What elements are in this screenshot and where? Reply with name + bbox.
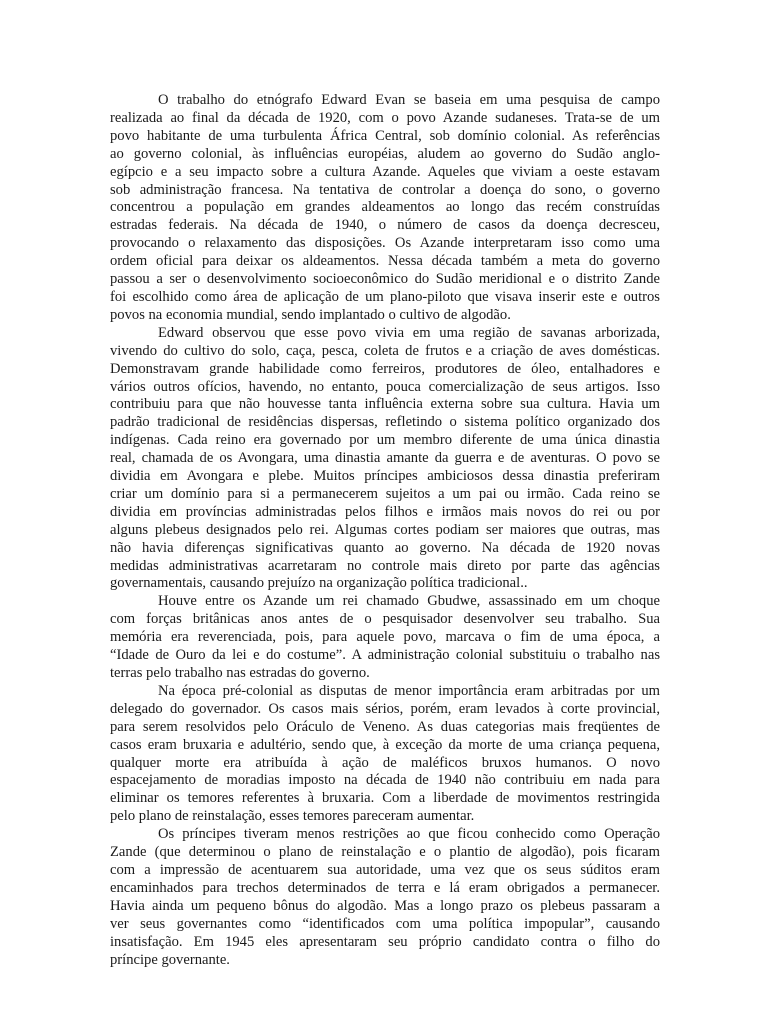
text-line: medidas administrativas acarretaram no controle mais direto por parte das agências	[110, 557, 660, 574]
text-line: dividia em províncias administradas pelos filhos e irmãos mais novos do rei ou por	[110, 503, 660, 520]
text-line: real, chamada de os Avongara, uma dinastia amante da guerra e de aventuras. O povo se	[110, 450, 660, 467]
text-line: contribuiu para que não houvesse tanta influência externa sobre sua cultura. Havia um	[110, 396, 660, 413]
text-line: povo habitante de uma turbulenta África Central, sob domínio colonial. As referências	[110, 127, 660, 144]
text-line: com forças britânicas anos antes de o pesquisador desenvolver seu trabalho. Sua	[110, 611, 660, 628]
text-line: ver seus governantes como “identificados com uma política impopular”, causando	[110, 915, 660, 932]
text-line: vivendo do cultivo do solo, caça, pesca, coleta de frutos e a criação de aves domésticas.	[110, 342, 660, 359]
text-line: dividia em Avongara e plebe. Muitos príncipes ambiciosos dessa dinastia preferiram	[110, 468, 660, 485]
text-line: povos na economia mundial, sendo implantado o cultivo de algodão.	[110, 306, 511, 323]
text-line: insatisfação. Em 1945 eles apresentaram seu próprio candidato contra o filho do	[110, 933, 660, 950]
text-line: qualquer morte era atribuída à ação de maléficos bruxos humanos. O novo	[110, 754, 660, 771]
text-line: concentrou a população em grandes aldeamentos ao longo das recém construídas	[110, 199, 660, 216]
text-line: “Idade de Ouro da lei e do costume”. A administração colonial substituiu o trabalho nas	[110, 647, 660, 664]
text-line: para serem resolvidos pelo Oráculo de Veneno. As duas categorias mais freqüentes de	[110, 718, 660, 735]
text-line: governamentais, causando prejuízo na organização política tradicional..	[110, 575, 528, 592]
text-line: pelo plano de reinstalação, esses temores pareceram aumentar.	[110, 808, 475, 825]
text-line: com a impressão de acentuarem sua autoridade, uma vez que os seus súditos eram	[110, 861, 660, 878]
document-body	[110, 92, 660, 969]
text-line: não havia diferenças significativas quanto ao governo. Na década de 1920 novas	[110, 539, 660, 556]
text-line: provocando o relaxamento das disposições. Os Azande interpretaram isso como uma	[110, 235, 660, 252]
text-line: encaminhados para trechos determinados de terra e lá eram obrigados a permanecer.	[110, 879, 660, 896]
text-line: eliminar os temores referentes à bruxaria. Com a liberdade de movimentos restringida	[110, 790, 660, 807]
text-line: ao governo colonial, às influências européias, aludem ao governo do Sudão anglo-	[110, 145, 660, 162]
paragraph	[110, 826, 660, 969]
text-line: passou a ser o desenvolvimento socioeconômico do Sudão meridional e o distrito Zande	[110, 271, 660, 288]
text-line: casos eram bruxaria e adultério, sendo que, à exceção da morte de uma criança pequena,	[110, 736, 660, 753]
text-line: Houve entre os Azande um rei chamado Gbudwe, assassinado em um choque	[158, 593, 660, 610]
text-line: delegado do governador. Os casos mais sérios, porém, eram levados à corte provincial,	[110, 700, 660, 717]
text-line: memória era reverenciada, pois, para aquele povo, marcava o fim de uma época, a	[110, 629, 660, 646]
paragraph	[110, 683, 660, 826]
text-line: vários outros ofícios, havendo, no entanto, pouca comercialização de seus artigos. Isso	[110, 378, 660, 395]
text-line: alguns plebeus designados pelo rei. Algumas cortes podiam ser maiores que outras, mas	[110, 521, 660, 538]
text-line: foi escolhido como área de aplicação de um plano-piloto que visava inserir este e outros	[110, 288, 660, 305]
text-line: estradas federais. Na década de 1940, o número de casos da doença decresceu,	[110, 217, 660, 234]
text-line: Edward observou que esse povo vivia em uma região de savanas arborizada,	[158, 324, 660, 341]
paragraph	[110, 92, 660, 325]
paragraph	[110, 593, 660, 683]
text-line: indígenas. Cada reino era governado por um membro diferente de uma única dinastia	[110, 432, 660, 449]
text-line: espacejamento de moradias imposto na década de 1940 não contribuiu em nada para	[110, 772, 660, 789]
text-line: egípcio e a seu impacto sobre a cultura Azande. Aqueles que viviam a oeste estavam	[110, 163, 660, 180]
paragraph	[110, 325, 660, 594]
text-line: ordem oficial para deixar os aldeamentos. Nessa década também a meta do governo	[110, 253, 660, 270]
text-line: Demonstravam grande habilidade como ferreiros, produtores de óleo, entalhadores e	[110, 360, 660, 377]
text-line: Na época pré-colonial as disputas de menor importância eram arbitradas por um	[158, 682, 660, 699]
text-line: sob administração francesa. Na tentativa de controlar a doença do sono, o governo	[110, 181, 660, 198]
text-line: Os príncipes tiveram menos restrições ao que ficou conhecido como Operação	[158, 826, 660, 843]
text-line: Zande (que determinou o plano de reinstalação e o plantio de algodão), pois ficaram	[110, 844, 660, 861]
text-line: padrão tradicional de residências dispersas, refletindo o sistema político organizado dos	[110, 414, 660, 431]
text-line: príncipe governante.	[110, 951, 230, 968]
text-line: criar um domínio para si a permanecerem sujeitos a um pai ou irmão. Cada reino se	[110, 485, 660, 502]
text-line: realizada ao final da década de 1920, com o povo Azande sudaneses. Trata-se de um	[110, 109, 660, 126]
text-line: terras pelo trabalho nas estradas do governo.	[110, 665, 370, 681]
text-line: Havia ainda um pequeno bônus do algodão. Mas a longo prazo os plebeus passaram a	[110, 897, 660, 914]
text-line: O trabalho do etnógrafo Edward Evan se baseia em uma pesquisa de campo	[158, 92, 660, 108]
document-page	[110, 92, 660, 969]
